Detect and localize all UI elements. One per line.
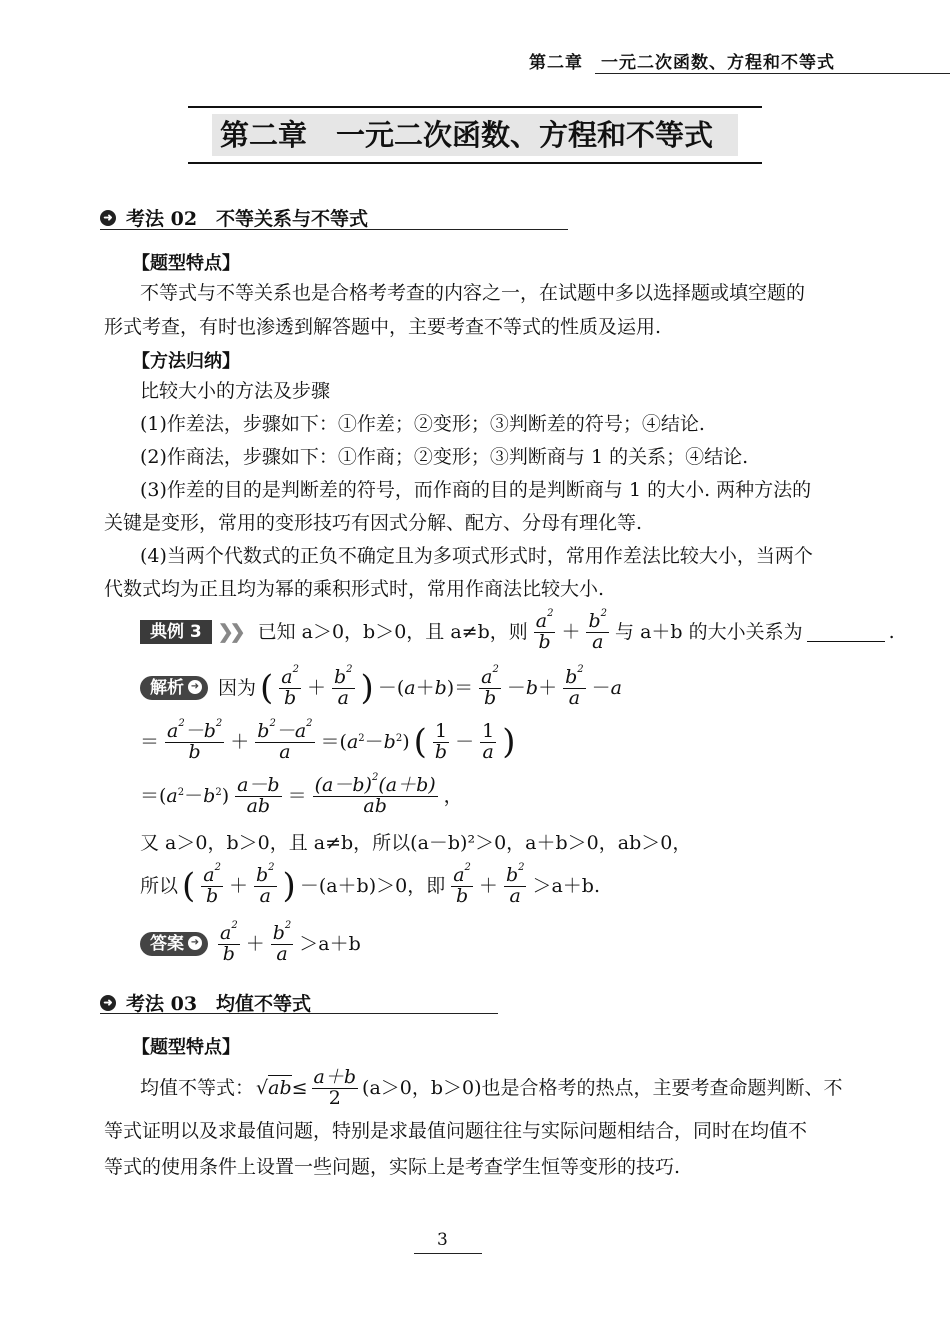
answer-pill: [140, 932, 208, 956]
solution-pill: [140, 676, 208, 700]
section-03-line-3: 等式的使用条件上设置一些问题，实际上是考查学生恒等变形的技巧.: [104, 1156, 681, 1178]
solution-line-2: ＝ $\frac{a^2-b^2}{b}$ ＋ $\frac{b^2-a^2}{a}$ $=(a^2-b^2)$ ( $\frac{1}{b}$ － $\frac{1}{a}$ ): [140, 718, 516, 763]
chapter-title-box: [188, 106, 762, 164]
method-3-line-2: 关键是变形，常用的变形技巧有因式分解、配方、分母有理化等.: [104, 512, 643, 534]
solution-line-4: 又 a＞0，b＞0，且 a≠b，所以(a－b)²＞0，a＋b＞0，ab＞0，: [140, 832, 692, 854]
question-mid: 与 a＋b 的大小关系为: [615, 621, 803, 644]
features-line-1: 不等式与不等关系也是合格考考查的内容之一，在试题中多以选择题或填空题的: [140, 282, 806, 304]
fraction-b2-over-a: $\frac{b^2}{a}$: [588, 608, 608, 653]
answer-label: 答案: [150, 934, 184, 955]
section-02-title: 考法 02 不等关系与不等式: [126, 208, 369, 230]
solution-label: 解析: [150, 678, 184, 699]
solution-line-3: $=(a^2-b^2)$ $\frac{a-b}{ab}$ ＝ $\frac{(a-b)^2(a+b)}{ab}$ ，: [140, 772, 463, 817]
arrow-right-icon: ➜: [188, 936, 202, 950]
section-02-heading: [100, 204, 368, 231]
question-prefix: 已知 a＞0，b＞0，且 a≠b，则: [257, 621, 528, 644]
running-header: 第二章 一元二次函数、方程和不等式: [529, 53, 835, 73]
method-4-line-1: (4)当两个代数式的正负不确定且为多项式形式时，常用作差法比较大小，当两个: [140, 545, 813, 567]
section-03-line-1: 均值不等式： √ab≤ $\frac{a+b}{2}$ (a＞0，b＞0)也是合格考的热点，主要考查命题判断、不: [140, 1066, 843, 1109]
page-number-rule: [414, 1253, 482, 1254]
method-intro: 比较大小的方法及步骤: [140, 380, 331, 402]
question-end: .: [888, 621, 895, 644]
section-03-title: 考法 03 均值不等式: [126, 993, 312, 1015]
method-4-line-2: 代数式均为正且均为幂的乘积形式时，常用作商法比较大小.: [104, 578, 605, 600]
example-3-question: 典例 3 ❯❯ 已知 a＞0，b＞0，且 a≠b，则 $\frac{a^2}{b}$ ＋ $\frac{b^2}{a}$ 与 a＋b 的大小关系为 .: [140, 612, 895, 653]
answer-line: 答案 ➜ $\frac{a^2}{b}$ ＋ $\frac{b^2}{a}$ ＞a＋b: [140, 924, 361, 965]
solution-line-5: 所以 ( $\frac{a^2}{b}$ ＋ $\frac{b^2}{a}$ ) －(a＋b)＞0，即 $\frac{a^2}{b}$ ＋ $\frac{b^2}{a}$ ＞a＋b.: [140, 862, 601, 907]
arrow-right-icon: ➜: [100, 995, 116, 1011]
features-label-03: 【题型特点】: [132, 1037, 240, 1058]
example-badge: 典例 3: [140, 620, 212, 644]
arrow-right-icon: ➜: [188, 680, 202, 694]
fraction-a2-over-b: $\frac{a^2}{b}$: [535, 608, 554, 653]
solution-prefix: 因为: [218, 677, 257, 700]
header-rule: [595, 73, 950, 74]
mean-prefix: 均值不等式：: [140, 1077, 255, 1100]
method-3-line-1: (3)作差的目的是判断差的符号，而作商的目的是判断商与 1 的大小. 两种方法的: [140, 479, 812, 501]
method-2: (2)作商法，步骤如下：①作商；②变形；③判断商与 1 的关系；④结论.: [140, 446, 749, 468]
arrow-right-icon: ➜: [100, 210, 116, 226]
section-03-rule: [100, 1013, 498, 1014]
double-chevron-icon: ❯❯: [217, 621, 242, 644]
answer-value: ＞a＋b: [299, 933, 361, 956]
answer-blank: [807, 623, 885, 642]
features-label: 【题型特点】: [132, 253, 240, 274]
section-03-heading: [100, 989, 311, 1016]
solution-line-1: 解析 ➜ 因为 ( $\frac{a^2}{b}$ ＋ $\frac{b^2}{a}$ ) －(a＋b)＝ $\frac{a^2}{b}$ －b＋ $\frac{b^2}{a}$ －a: [140, 668, 622, 709]
section-02-rule: [100, 229, 568, 230]
page-number: 3: [437, 1230, 448, 1250]
method-1: (1)作差法，步骤如下：①作差；②变形；③判断差的符号；④结论.: [140, 413, 705, 435]
features-line-2: 形式考查，有时也渗透到解答题中，主要考查不等式的性质及运用.: [104, 316, 662, 338]
solution-5-prefix: 所以: [140, 875, 179, 898]
solution-5-mid: －(a＋b)＞0，即: [299, 875, 446, 898]
section-03-line-2: 等式证明以及求最值问题，特别是求最值问题往往与实际问题相结合，同时在均值不: [104, 1120, 808, 1142]
method-label: 【方法归纳】: [132, 351, 240, 372]
solution-5-end: ＞a＋b.: [532, 875, 601, 898]
mean-suffix: (a＞0，b＞0)也是合格考的热点，主要考查命题判断、不: [362, 1077, 843, 1100]
chapter-title: 第二章 一元二次函数、方程和不等式: [212, 114, 738, 156]
